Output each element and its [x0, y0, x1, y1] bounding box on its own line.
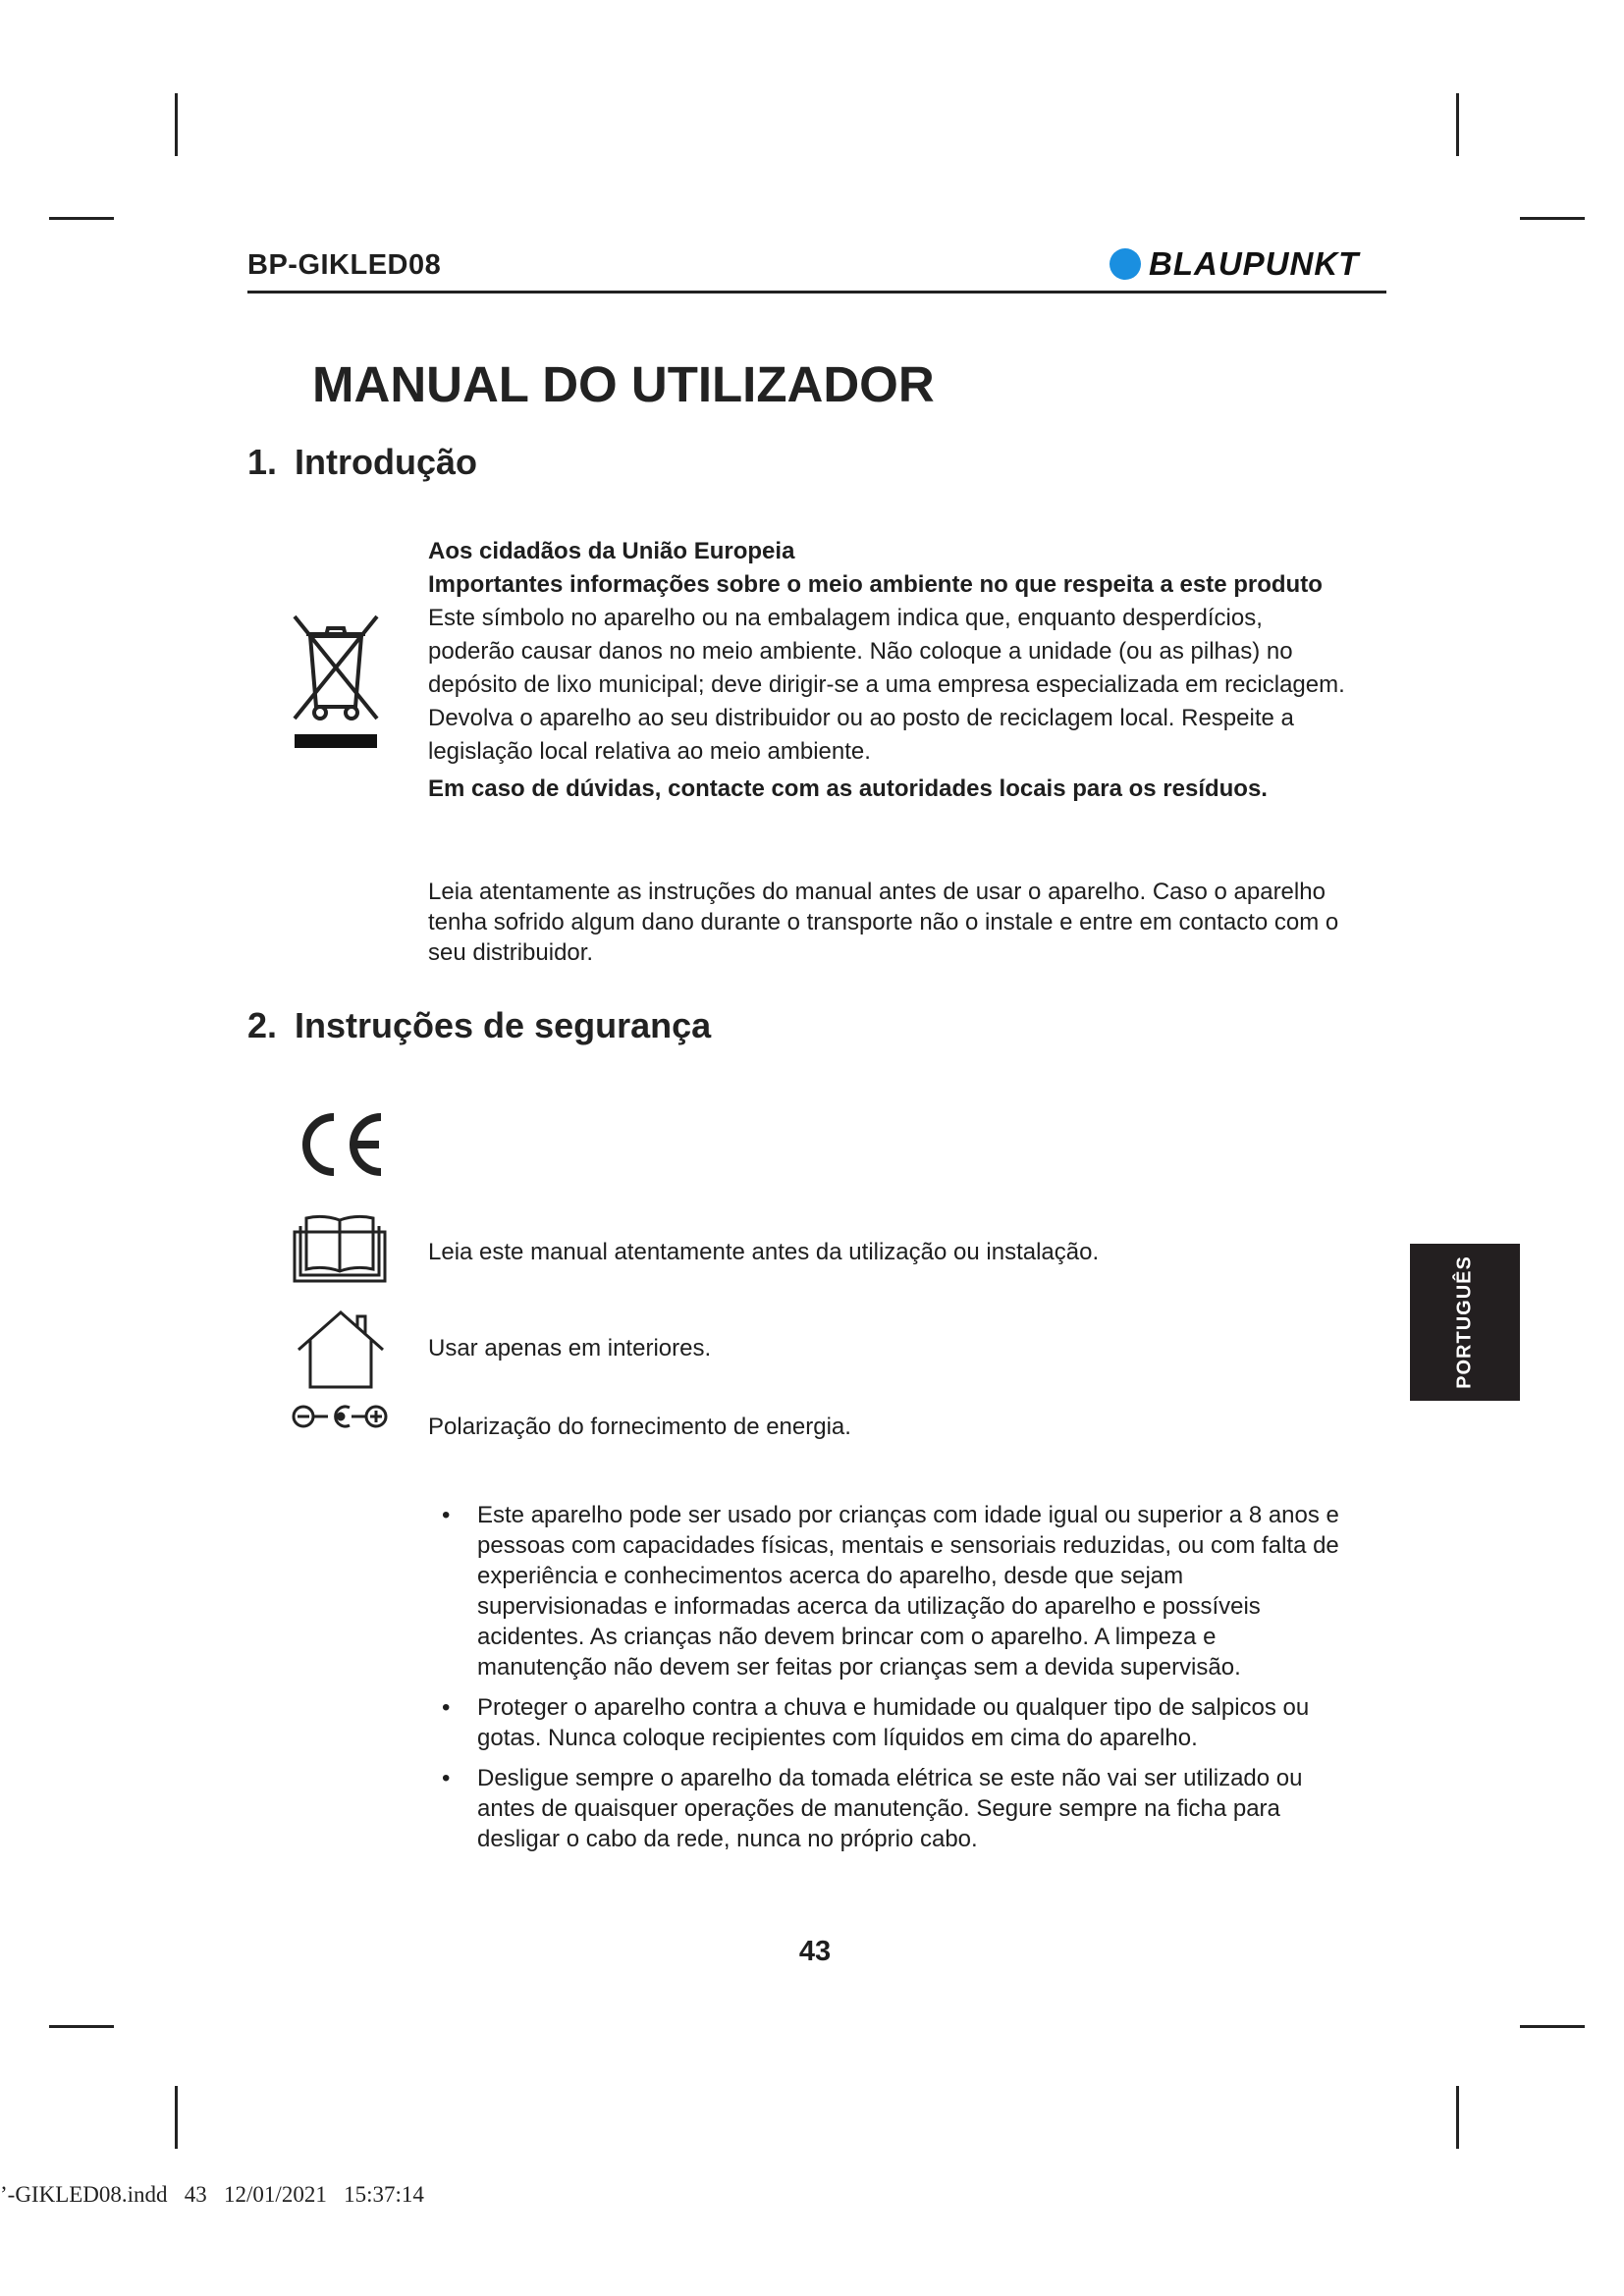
section-number: 1.: [247, 442, 278, 482]
crop-mark: [1520, 2025, 1585, 2028]
ce-mark-icon: [295, 1109, 389, 1180]
eu-closing: Em caso de dúvidas, contacte com as autoridades locais para os resíduos.: [428, 775, 1268, 802]
crop-mark: [1456, 93, 1459, 156]
section-title: Instruções de segurança: [295, 1005, 712, 1045]
book-icon: [291, 1210, 389, 1285]
weee-bin-icon: [287, 609, 385, 756]
page-title: MANUAL DO UTILIZADOR: [312, 356, 935, 412]
crop-mark: [49, 217, 114, 220]
crop-mark: [1520, 217, 1585, 220]
section-heading-safety: [247, 1005, 711, 1046]
section-title: Introdução: [295, 442, 477, 482]
polarity-icon: [291, 1402, 389, 1431]
header-rule: [247, 291, 1386, 294]
book-icon-text: Leia este manual atentamente antes da utilização ou instalação.: [428, 1239, 1100, 1265]
eu-subheading: Importantes informações sobre o meio ambiente no que respeita a este produto: [428, 571, 1323, 598]
brand-logo: [1110, 245, 1359, 283]
language-side-tab: [1410, 1244, 1520, 1401]
language-label: PORTUGUÊS: [1453, 1255, 1476, 1389]
house-icon-text: Usar apenas em interiores.: [428, 1335, 712, 1362]
brand-dot-icon: [1110, 248, 1141, 280]
section-heading-introduction: [247, 442, 477, 483]
eu-body: Este símbolo no aparelho ou na embalagem indica que, enquanto desperdícios, poderão causar danos no meio ambiente. Não coloque a unidade (ou as pilhas) no depósito de lixo municipal; deve dirigir-se a uma empresa especializada em reciclagem. Devolva o aparelho ao seu distribuidor ou ao posto de reciclagem local. Respeite a legislação local relativa ao meio ambiente.: [428, 605, 1345, 765]
page-number: 43: [798, 1936, 832, 1967]
brand-name: BLAUPUNKT: [1149, 245, 1360, 282]
model-number: BP-GIKLED08: [247, 249, 442, 281]
print-slug: ʼ-GIKLED08.indd 43 12/01/2021 15:37:14: [0, 2182, 424, 2207]
crop-mark: [49, 2025, 114, 2028]
polarity-icon-text: Polarização do fornecimento de energia.: [428, 1414, 851, 1440]
safety-bullet: • Este aparelho pode ser usado por crianças com idade igual ou superior a 8 anos e pessoas com capacidades físicas, mentais e sensoriais reduzidas, ou com falta de experiência e conhecimentos acerca do aparelho, desde que sejam supervisionadas e informadas acerca da utilização do aparelho e possíveis acidentes. As crianças não devem brincar com o aparelho. A limpeza e manutenção não devem ser feitas por crianças sem a devida supervisão.: [442, 1500, 1345, 1682]
house-icon: [295, 1308, 387, 1391]
read-instructions-paragraph: Leia atentamente as instruções do manual antes de usar o aparelho. Caso o aparelho tenha sofrido algum dano durante o transporte não o instale e entre em contacto com o seu distribuidor.: [428, 879, 1339, 966]
safety-bullet-list: [442, 1500, 1345, 1864]
safety-bullet: • Proteger o aparelho contra a chuva e humidade ou qualquer tipo de salpicos ou gotas. Nunca coloque recipientes com líquidos em cima do aparelho.: [442, 1692, 1345, 1753]
crop-mark: [1456, 2086, 1459, 2149]
eu-heading: Aos cidadãos da União Europeia: [428, 538, 795, 564]
crop-mark: [175, 93, 178, 156]
crop-mark: [175, 2086, 178, 2149]
safety-bullet: • Desligue sempre o aparelho da tomada elétrica se este não vai ser utilizado ou antes de quaisquer operações de manutenção. Segure sempre na ficha para desligar o cabo da rede, nunca no próprio cabo.: [442, 1763, 1345, 1854]
section-number: 2.: [247, 1005, 278, 1045]
eu-environment-notice: [428, 535, 1351, 806]
